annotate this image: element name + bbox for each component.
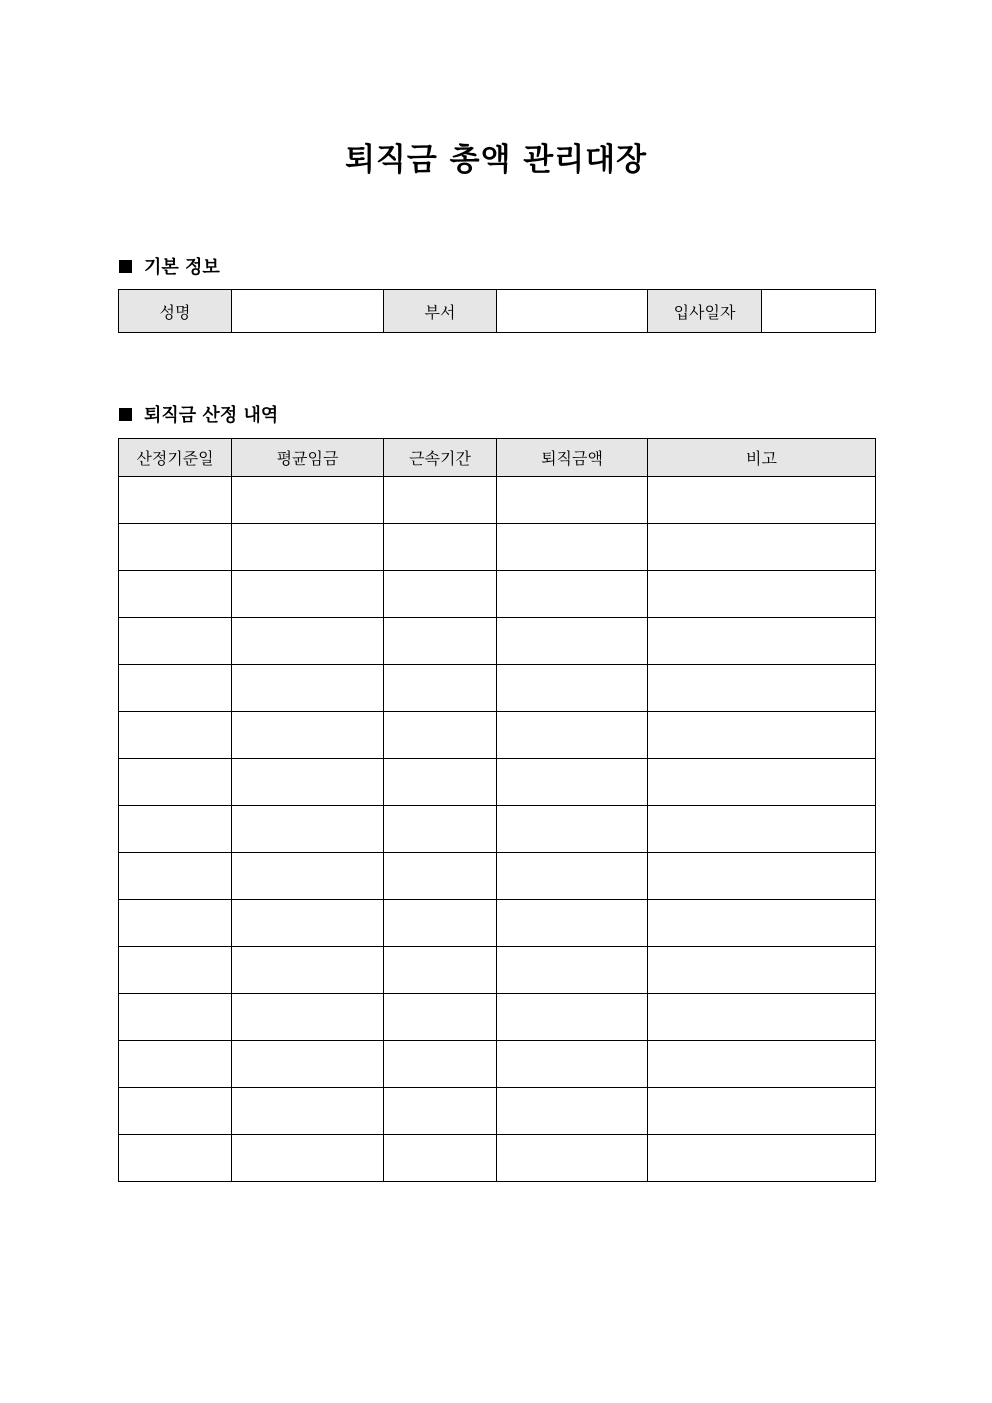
remarks-cell[interactable] — [648, 524, 876, 571]
severance-amount-cell[interactable] — [497, 853, 648, 900]
remarks-cell[interactable] — [648, 947, 876, 994]
average-wage-cell[interactable] — [232, 618, 384, 665]
hire-date-label: 입사일자 — [648, 290, 762, 333]
average-wage-cell[interactable] — [232, 1135, 384, 1182]
column-header-service-period: 근속기간 — [384, 439, 497, 477]
service-period-cell[interactable] — [384, 1088, 497, 1135]
square-bullet-icon — [119, 260, 132, 273]
column-header-remarks: 비고 — [648, 439, 876, 477]
remarks-cell[interactable] — [648, 853, 876, 900]
table-row — [119, 806, 876, 853]
service-period-cell[interactable] — [384, 853, 497, 900]
base-date-cell[interactable] — [119, 994, 232, 1041]
service-period-cell[interactable] — [384, 618, 497, 665]
remarks-cell[interactable] — [648, 806, 876, 853]
severance-amount-cell[interactable] — [497, 947, 648, 994]
name-label: 성명 — [119, 290, 232, 333]
service-period-cell[interactable] — [384, 759, 497, 806]
severance-amount-cell[interactable] — [497, 900, 648, 947]
severance-amount-cell[interactable] — [497, 665, 648, 712]
average-wage-cell[interactable] — [232, 1041, 384, 1088]
base-date-cell[interactable] — [119, 571, 232, 618]
remarks-cell[interactable] — [648, 900, 876, 947]
section-heading-label: 퇴직금 산정 내역 — [144, 405, 279, 426]
remarks-cell[interactable] — [648, 712, 876, 759]
base-date-cell[interactable] — [119, 853, 232, 900]
hire-date-field[interactable] — [762, 290, 876, 333]
average-wage-cell[interactable] — [232, 900, 384, 947]
remarks-cell[interactable] — [648, 759, 876, 806]
severance-amount-cell[interactable] — [497, 759, 648, 806]
severance-amount-cell[interactable] — [497, 1135, 648, 1182]
average-wage-cell[interactable] — [232, 477, 384, 524]
column-header-average-wage: 평균임금 — [232, 439, 384, 477]
severance-amount-cell[interactable] — [497, 618, 648, 665]
base-date-cell[interactable] — [119, 900, 232, 947]
remarks-cell[interactable] — [648, 1041, 876, 1088]
remarks-cell[interactable] — [648, 477, 876, 524]
name-field[interactable] — [232, 290, 384, 333]
base-date-cell[interactable] — [119, 759, 232, 806]
severance-amount-cell[interactable] — [497, 994, 648, 1041]
basic-info-table — [118, 289, 876, 333]
table-row — [119, 994, 876, 1041]
table-row — [119, 900, 876, 947]
base-date-cell[interactable] — [119, 1088, 232, 1135]
remarks-cell[interactable] — [648, 1088, 876, 1135]
square-bullet-icon — [119, 408, 132, 421]
base-date-cell[interactable] — [119, 665, 232, 712]
service-period-cell[interactable] — [384, 994, 497, 1041]
average-wage-cell[interactable] — [232, 712, 384, 759]
severance-amount-cell[interactable] — [497, 524, 648, 571]
average-wage-cell[interactable] — [232, 806, 384, 853]
average-wage-cell[interactable] — [232, 571, 384, 618]
severance-amount-cell[interactable] — [497, 712, 648, 759]
remarks-cell[interactable] — [648, 994, 876, 1041]
table-row — [119, 759, 876, 806]
average-wage-cell[interactable] — [232, 759, 384, 806]
table-row — [119, 1088, 876, 1135]
service-period-cell[interactable] — [384, 524, 497, 571]
section-heading-basic-info — [119, 253, 220, 279]
service-period-cell[interactable] — [384, 571, 497, 618]
department-label: 부서 — [384, 290, 497, 333]
column-header-severance-amount: 퇴직금액 — [497, 439, 648, 477]
table-row — [119, 571, 876, 618]
base-date-cell[interactable] — [119, 1041, 232, 1088]
table-row — [119, 1041, 876, 1088]
section-heading-calculation — [119, 401, 278, 427]
average-wage-cell[interactable] — [232, 853, 384, 900]
table-row — [119, 618, 876, 665]
table-row — [119, 712, 876, 759]
severance-amount-cell[interactable] — [497, 571, 648, 618]
remarks-cell[interactable] — [648, 618, 876, 665]
basic-info-row — [119, 290, 876, 333]
base-date-cell[interactable] — [119, 524, 232, 571]
remarks-cell[interactable] — [648, 665, 876, 712]
base-date-cell[interactable] — [119, 618, 232, 665]
service-period-cell[interactable] — [384, 712, 497, 759]
average-wage-cell[interactable] — [232, 524, 384, 571]
base-date-cell[interactable] — [119, 712, 232, 759]
service-period-cell[interactable] — [384, 900, 497, 947]
base-date-cell[interactable] — [119, 806, 232, 853]
average-wage-cell[interactable] — [232, 1088, 384, 1135]
average-wage-cell[interactable] — [232, 947, 384, 994]
service-period-cell[interactable] — [384, 806, 497, 853]
remarks-cell[interactable] — [648, 571, 876, 618]
table-row — [119, 524, 876, 571]
column-header-base-date: 산정기준일 — [119, 439, 232, 477]
table-header-row — [119, 439, 876, 477]
section-heading-label: 기본 정보 — [144, 257, 220, 278]
severance-amount-cell[interactable] — [497, 1041, 648, 1088]
table-row — [119, 665, 876, 712]
service-period-cell[interactable] — [384, 665, 497, 712]
calculation-table — [118, 438, 876, 1182]
service-period-cell[interactable] — [384, 1135, 497, 1182]
service-period-cell[interactable] — [384, 947, 497, 994]
service-period-cell[interactable] — [384, 1041, 497, 1088]
table-row — [119, 853, 876, 900]
table-row — [119, 947, 876, 994]
document-title: 퇴직금 총액 관리대장 — [344, 142, 648, 178]
severance-amount-cell[interactable] — [497, 1088, 648, 1135]
average-wage-cell[interactable] — [232, 994, 384, 1041]
severance-amount-cell[interactable] — [497, 477, 648, 524]
calculation-table-body — [119, 477, 876, 1182]
remarks-cell[interactable] — [648, 1135, 876, 1182]
table-row — [119, 477, 876, 524]
average-wage-cell[interactable] — [232, 665, 384, 712]
table-row — [119, 1135, 876, 1182]
department-field[interactable] — [497, 290, 648, 333]
severance-amount-cell[interactable] — [497, 806, 648, 853]
base-date-cell[interactable] — [119, 947, 232, 994]
base-date-cell[interactable] — [119, 477, 232, 524]
base-date-cell[interactable] — [119, 1135, 232, 1182]
service-period-cell[interactable] — [384, 477, 497, 524]
